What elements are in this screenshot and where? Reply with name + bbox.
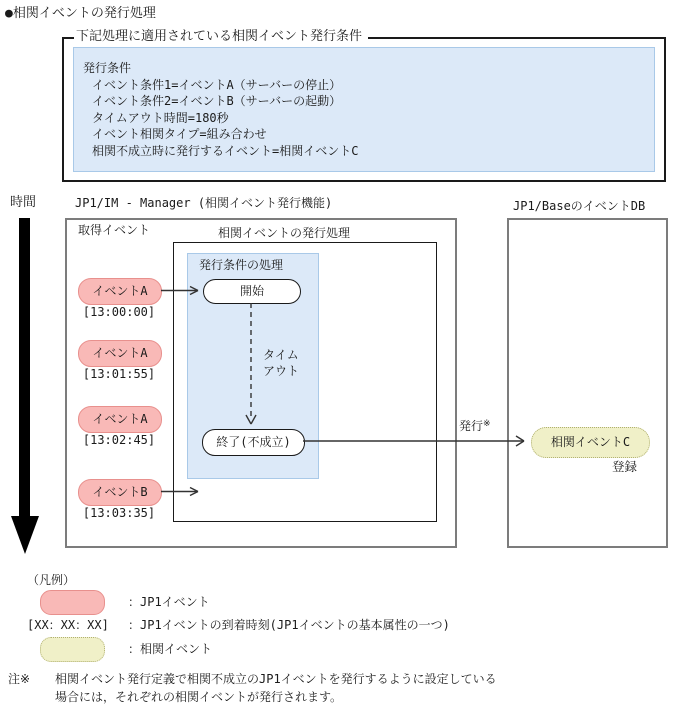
event-db-title: JP1/BaseのイベントDB <box>513 199 646 213</box>
event-timestamp: [13:02:45] <box>82 433 156 447</box>
timeout-label: タイム アウト <box>263 348 300 378</box>
event-pill: イベントA <box>78 278 162 305</box>
event-pill: イベントA <box>78 340 162 367</box>
processing-label: 相関イベントの発行処理 <box>218 226 351 240</box>
event-a-arrow <box>161 284 203 297</box>
condition-line: イベント条件2=イベントB（サーバーの起動） <box>92 94 342 108</box>
legend-title: （凡例） <box>27 573 76 587</box>
condition-line: タイムアウト時間=180秒 <box>92 110 229 125</box>
legend-jp1-event-label: ：JP1イベント <box>128 595 210 609</box>
legend-correlation-swatch <box>40 637 105 662</box>
condition-heading: 発行条件 <box>83 61 132 75</box>
event-timestamp: [13:01:55] <box>82 367 156 381</box>
condition-line: イベント条件1=イベントA（サーバーの停止） <box>92 77 342 92</box>
condition-line: イベント相関タイプ=組み合わせ <box>92 127 267 141</box>
page-title: ●相関イベントの発行処理 <box>5 6 156 21</box>
condition-text <box>83 60 358 159</box>
timeout-arrow <box>243 303 259 427</box>
time-arrow-head-icon <box>11 516 39 554</box>
issue-footnote-ref: ※ <box>483 419 491 429</box>
time-axis-label: 時間 <box>10 195 37 210</box>
acquired-events-label: 取得イベント <box>78 223 151 237</box>
issue-label: 発行※ <box>459 419 491 433</box>
legend-arrival-label: ：JP1イベントの到着時刻(JP1イベントの基本属性の一つ) <box>128 618 450 632</box>
condition-processing-label: 発行条件の処理 <box>199 258 284 272</box>
event-timestamp: [13:00:00] <box>82 305 156 319</box>
condition-box-label: 下記処理に適用されている相関イベント発行条件 <box>74 29 368 45</box>
event-timestamp: [13:03:35] <box>82 506 156 520</box>
condition-line: 相関不成立時に発行するイベント=相関イベントC <box>92 143 359 158</box>
register-label: 登録 <box>612 459 638 474</box>
legend-correlation-label: ：相関イベント <box>128 642 213 656</box>
start-node: 開始 <box>203 279 301 304</box>
correlation-event-pill: 相関イベントC <box>531 427 650 458</box>
legend-arrival-key: [XX：XX：XX] <box>27 618 109 632</box>
time-arrow-shaft <box>19 218 30 516</box>
issue-arrow <box>303 434 529 448</box>
manager-title: JP1/IM - Manager (相関イベント発行機能) <box>75 196 333 210</box>
event-b-arrow <box>161 485 203 498</box>
event-pill: イベントA <box>78 406 162 433</box>
end-node: 終了(不成立) <box>202 429 305 456</box>
event-db-box <box>507 218 668 548</box>
event-pill: イベントB <box>78 479 162 506</box>
footnote-marker: 注※ <box>8 672 31 686</box>
footnote-line: 相関イベント発行定義で相関不成立のJP1イベントを発行するように設定している <box>55 672 497 686</box>
legend-jp1-event-swatch <box>40 590 105 615</box>
footnote-line: 場合には，それぞれの相関イベントが発行されます。 <box>55 690 343 704</box>
